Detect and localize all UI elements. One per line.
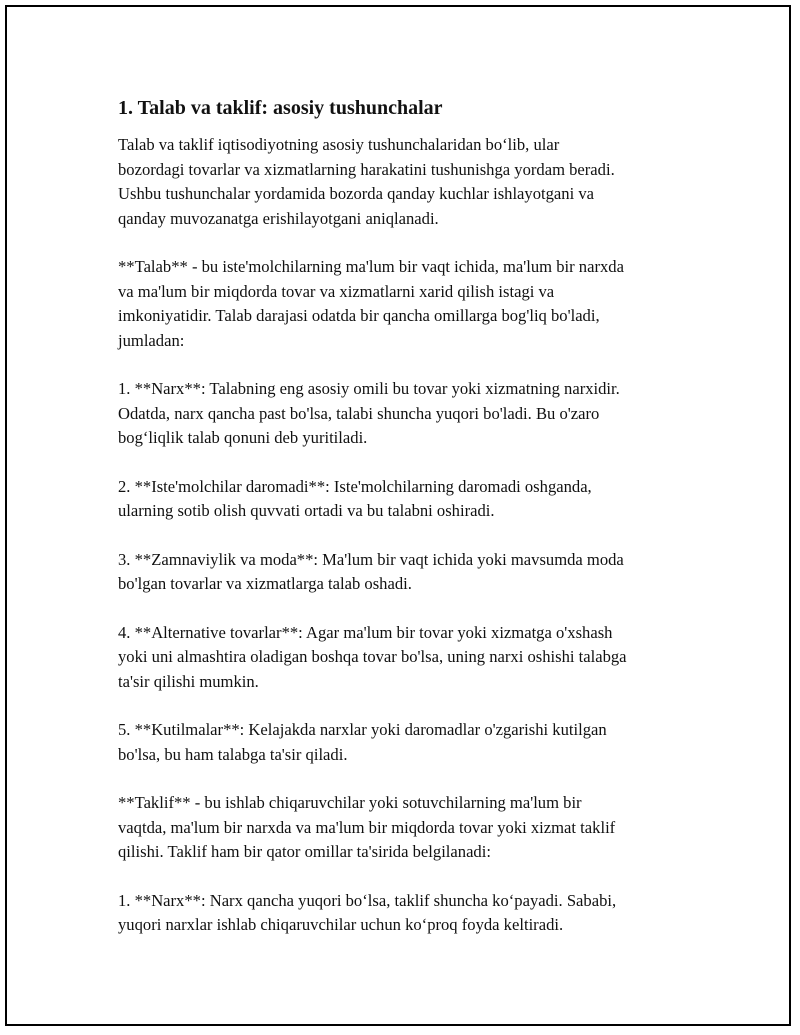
- paragraph-talab-definition: **Talab** - bu iste'molchilarning ma'lum bir vaqt ichida, ma'lum bir narxda va ma'lum bir miqdorda tovar va xizmatlarni xarid qilish istagi va imkoniyatidir. Talab darajasi odatda bir qancha omillarga bog'liq bo'ladi, jumladan:: [118, 257, 624, 350]
- paragraph-taklif-narx: 1. **Narx**: Narx qancha yuqori bo‘lsa, taklif shuncha ko‘payadi. Sababi, yuqori narxlar ishlab chiqaruvchilar uchun ko‘proq foyda keltiradi.: [118, 890, 617, 934]
- paragraph-talab-kutilmalar: 5. **Kutilmalar**: Kelajakda narxlar yoki daromadlar o'zgarishi kutilgan bo'lsa, bu ham talabga ta'sir qiladi.: [118, 720, 607, 764]
- paragraph-talab-narx: 1. **Narx**: Talabning eng asosiy omili bu tovar yoki xizmatning narxidir. Odatda, narx qancha past bo'lsa, talabi shuncha yuqori bo'ladi. Bu o'zaro bog‘liqlik talab qonuni deb yuritiladi.: [118, 379, 620, 447]
- paragraph-intro: Talab va taklif iqtisodiyotning asosiy tushunchalaridan bo‘lib, ular bozordagi tovarlar va xizmatlarning harakatini tushunishga yordam beradi. Ushbu tushunchalar yordamida bozorda qanday kuchlar ishlayotgani va qanday muvozanatga erishilayotgani aniqlanadi.: [118, 135, 615, 228]
- paragraph-taklif-definition: **Taklif** - bu ishlab chiqaruvchilar yoki sotuvchilarning ma'lum bir vaqtda, ma'lum bir narxda va ma'lum bir miqdorda tovar yoki xizmat taklif qilishi. Taklif ham bir qator omillar ta'sirida belgilanadi:: [118, 793, 616, 861]
- paragraph-talab-moda: 3. **Zamnaviylik va moda**: Ma'lum bir vaqt ichida yoki mavsumda moda bo'lgan tovarlar va xizmatlarga talab oshadi.: [118, 549, 624, 593]
- document-page: [5, 5, 791, 1026]
- paragraph-talab-alternative: 4. **Alternative tovarlar**: Agar ma'lum bir tovar yoki xizmatga o'xshash yoki uni almashtira oladigan boshqa tovar bo'lsa, uning narxi oshishi talabga ta'sir qilishi mumkin.: [118, 622, 627, 691]
- paragraph-talab-daromad: 2. **Iste'molchilar daromadi**: Iste'molchilarning daromadi oshganda, ularning sotib olish quvvati ortadi va bu talabni oshiradi.: [118, 476, 592, 520]
- section-heading: 1. Talab va taklif: asosiy tushunchalar: [118, 97, 443, 119]
- document-content: [118, 95, 698, 962]
